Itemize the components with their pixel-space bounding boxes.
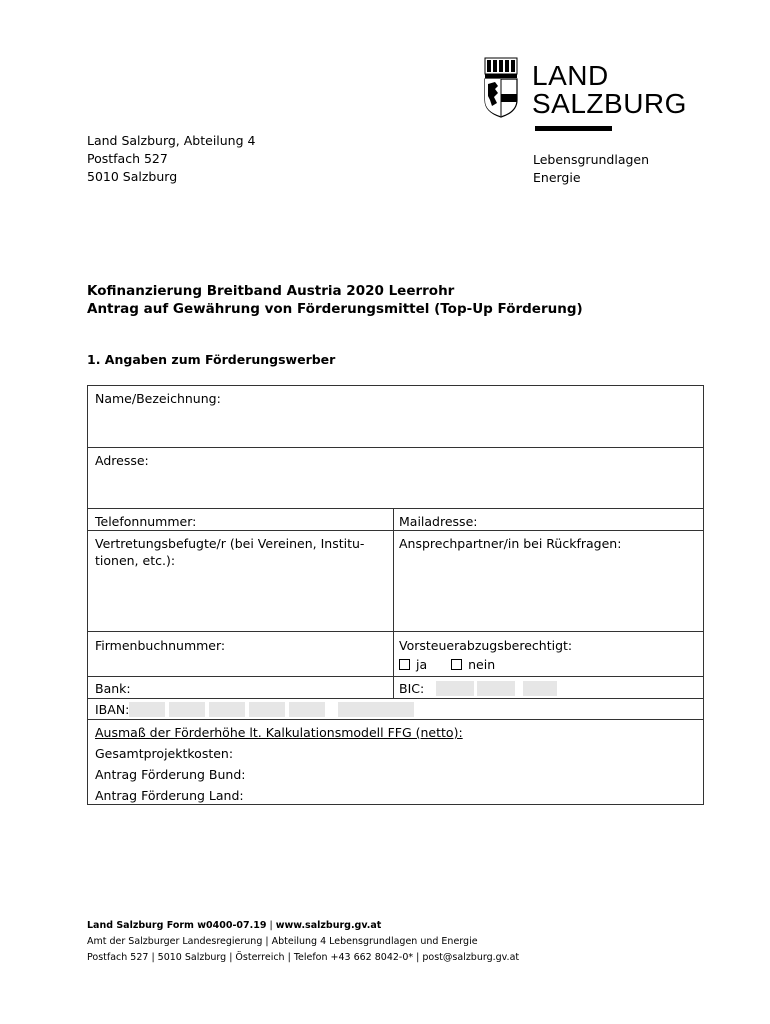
row-divider — [88, 508, 703, 509]
total-cost-field-label[interactable]: Gesamtprojektkosten: — [95, 746, 234, 761]
bic-input-segment[interactable] — [477, 681, 515, 696]
row-divider — [88, 530, 703, 531]
federal-funding-field-label[interactable]: Antrag Förderung Bund: — [95, 767, 246, 782]
row-divider — [88, 719, 703, 720]
department-line: Energie — [533, 170, 581, 185]
iban-input-segment[interactable] — [209, 702, 245, 717]
sender-line: Postfach 527 — [87, 151, 168, 166]
document-title — [87, 282, 583, 318]
department-info — [533, 151, 649, 187]
logo-line-1: LAND — [532, 60, 609, 91]
row-divider — [88, 676, 703, 677]
iban-field-label: IBAN: — [95, 702, 130, 717]
footer-separator: | — [266, 920, 276, 931]
sender-line: Land Salzburg, Abteilung 4 — [87, 133, 256, 148]
funding-section — [95, 722, 463, 806]
address-field-label[interactable]: Adresse: — [95, 453, 149, 468]
iban-input-segment[interactable] — [289, 702, 325, 717]
footer-line-2: Amt der Salzburger Landesregierung | Abteilung 4 Lebensgrundlagen und Energie — [87, 936, 478, 947]
representative-label-line: Vertretungsbefugte/r (bei Vereinen, Institu- — [95, 536, 365, 551]
bic-field-label: BIC: — [399, 681, 425, 696]
name-field-label[interactable]: Name/Bezeichnung: — [95, 391, 221, 406]
vat-yes-label: ja — [416, 657, 428, 672]
department-line: Lebensgrundlagen — [533, 152, 650, 167]
sender-address — [87, 132, 255, 186]
funding-heading: Ausmaß der Förderhöhe lt. Kalkulationsmodell FFG (netto): — [95, 725, 463, 740]
website-link[interactable]: www.salzburg.gv.at — [275, 920, 382, 931]
title-line-1: Kofinanzierung Breitband Austria 2020 Leerrohr — [87, 283, 455, 299]
iban-input-segment[interactable] — [129, 702, 165, 717]
section-heading: 1. Angaben zum Förderungswerber — [87, 352, 336, 367]
bic-input-segment[interactable] — [523, 681, 557, 696]
logo-underline — [535, 126, 612, 131]
form-id: Land Salzburg Form w0400-07.19 — [87, 920, 267, 931]
row-divider — [88, 447, 703, 448]
iban-input-segment[interactable] — [338, 702, 414, 717]
bank-field-label[interactable]: Bank: — [95, 681, 131, 696]
logo-line-2: SALZBURG — [532, 88, 687, 119]
vat-options — [399, 656, 572, 673]
row-divider — [88, 698, 703, 699]
state-funding-field-label[interactable]: Antrag Förderung Land: — [95, 788, 244, 803]
vat-no-label: nein — [468, 657, 496, 672]
iban-input-segment[interactable] — [169, 702, 205, 717]
register-number-field-label[interactable]: Firmenbuchnummer: — [95, 638, 226, 653]
vat-question — [399, 637, 572, 673]
footer-line-3: Postfach 527 | 5010 Salzburg | Österreich | Telefon +43 662 8042-0* | post@salzburg.gv.at — [87, 952, 520, 963]
sender-line: 5010 Salzburg — [87, 169, 178, 184]
column-divider — [393, 508, 394, 698]
contact-field-label[interactable]: Ansprechpartner/in bei Rückfragen: — [399, 536, 622, 551]
coat-of-arms-icon — [481, 56, 521, 118]
representative-label-line: tionen, etc.): — [95, 553, 176, 568]
row-divider — [88, 631, 703, 632]
iban-input-segment[interactable] — [249, 702, 285, 717]
bic-input-segment[interactable] — [436, 681, 474, 696]
phone-field-label[interactable]: Telefonnummer: — [95, 514, 197, 529]
page-footer — [87, 918, 519, 966]
vat-yes-checkbox[interactable] — [399, 659, 410, 670]
representative-field-label[interactable] — [95, 535, 364, 569]
footer-line-1 — [87, 918, 519, 934]
title-line-2: Antrag auf Gewährung von Förderungsmittel (Top-Up Förderung) — [87, 301, 583, 317]
vat-no-checkbox[interactable] — [451, 659, 462, 670]
vat-label: Vorsteuerabzugsberechtigt: — [399, 638, 573, 653]
mail-field-label[interactable]: Mailadresse: — [399, 514, 478, 529]
applicant-form-table — [87, 385, 704, 805]
